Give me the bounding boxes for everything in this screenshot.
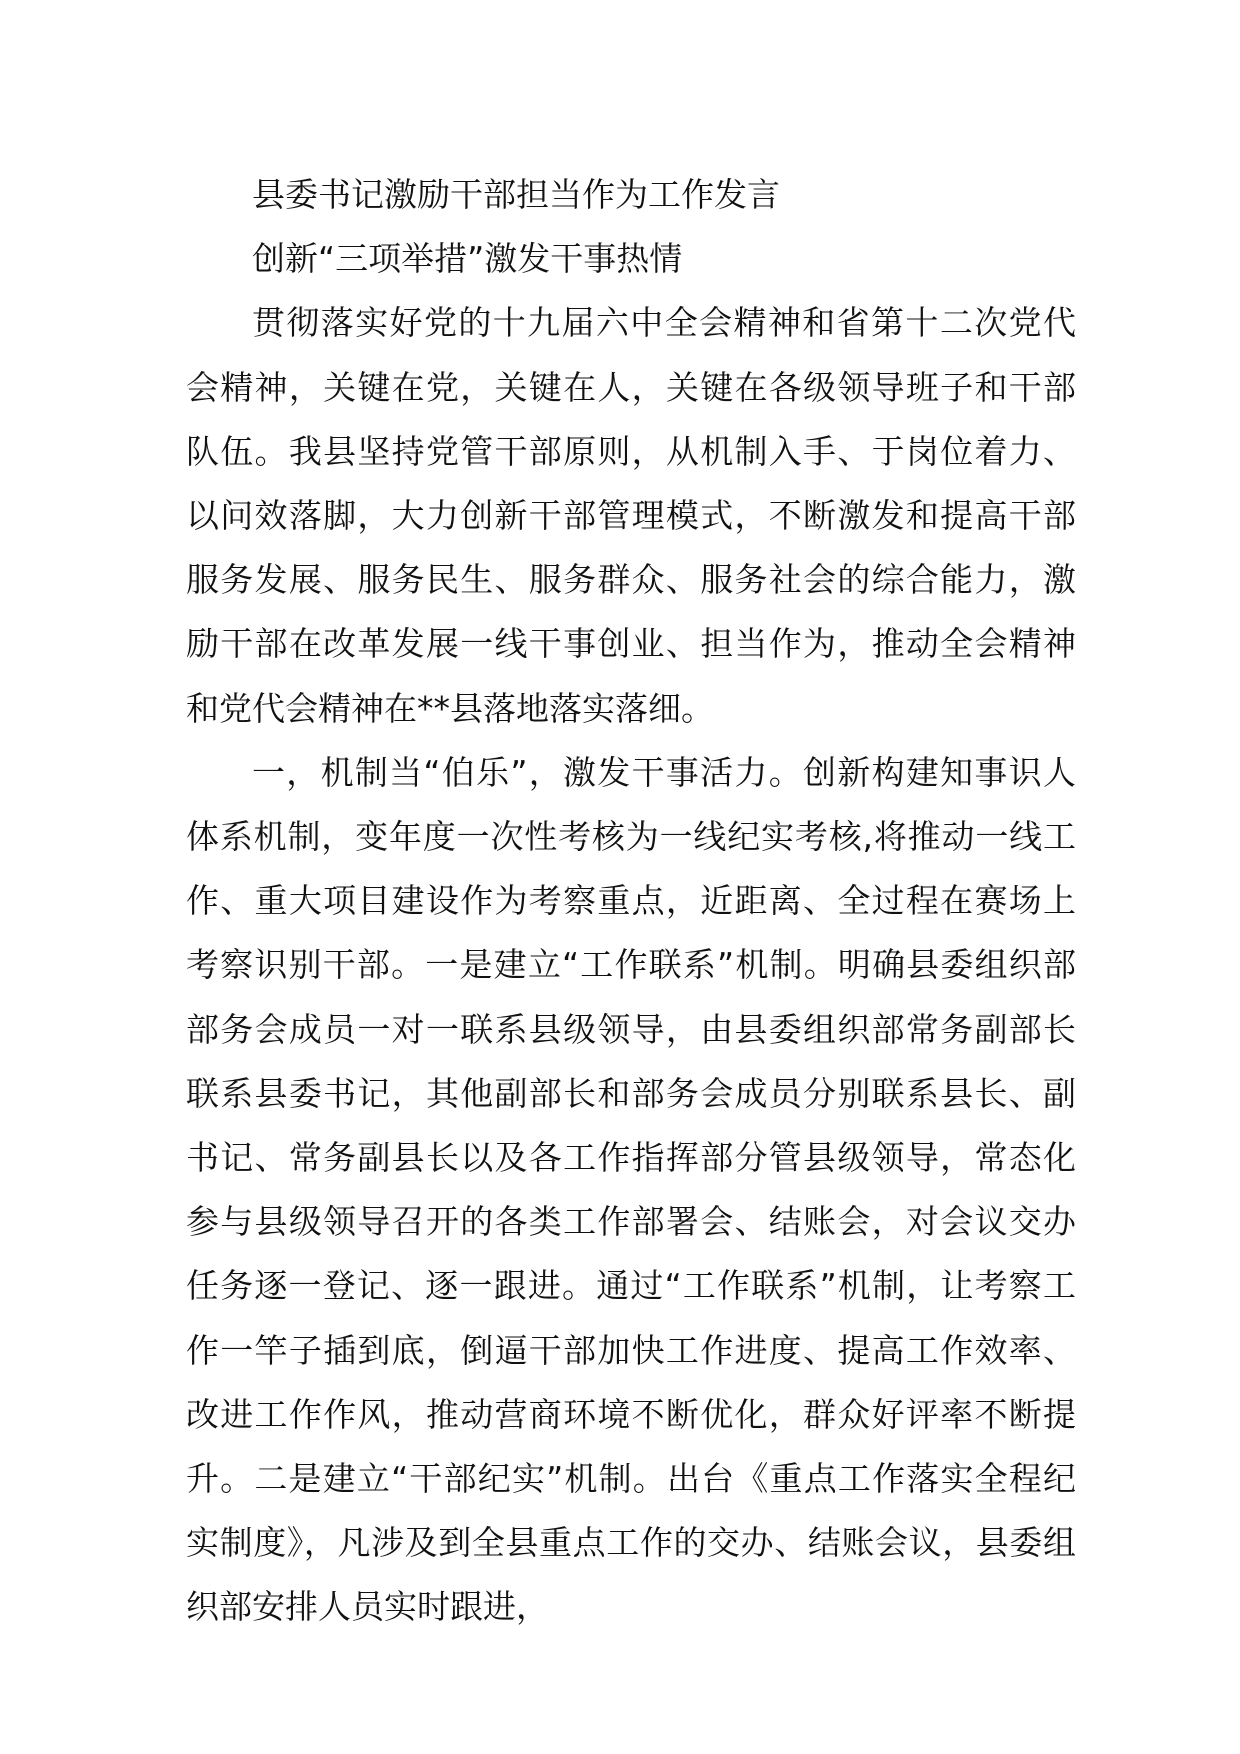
document-subtitle: 创新“三项举措”激发干事热情 [252,239,683,279]
body-paragraph-intro: 贯彻落实好党的十九届六中全会精神和省第十二次党代会精神，关键在党，关键在人，关键在各级领导班子和干部队伍。我县坚持党管干部原则，从机制入手、于岗位着力、以问效落脚，大力创新干部管理模式，不断激发和提高干部服务发展、服务民生、服务群众、服务社会的综合能力，激励干部在改革发展一线干事创业、担当作为，推动全会精神和党代会精神在**县落地落实落细。 [186,303,1076,728]
document-title: 县委书记激励干部担当作为工作发言 [252,175,780,214]
body-paragraph-mechanism: 一，机制当“伯乐”，激发干事活力。创新构建知事识人体系机制，变年度一次性考核为一线纪实考核,将推动一线工作、重大项目建设作为考察重点，近距离、全过程在赛场上考察识别干部。一是建立“工作联系”机制。明确县委组织部部务会成员一对一联系县级领导，由县委组织部常务副部长联系县委书记，其他副部长和部务会成员分别联系县长、副书记、常务副县长以及各工作指挥部分管县级领导，常态化参与县级领导召开的各类工作部署会、结账会，对会议交办任务逐一登记、逐一跟进。通过“工作联系”机制，让考察工作一竿子插到底，倒逼干部加快工作进度、提高工作效率、改进工作作风，推动营商环境不断优化，群众好评率不断提升。二是建立“干部纪实”机制。出台《重点工作落实全程纪实制度》，凡涉及到全县重点工作的交办、结账会议，县委组织部安排人员实时跟进， [186,752,1076,1627]
document-body [186,163,1076,1640]
